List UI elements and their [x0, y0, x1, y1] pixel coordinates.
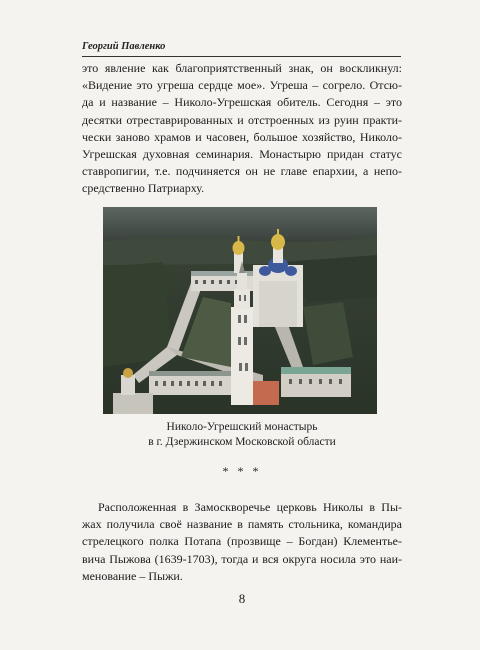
section-separator: * * * — [222, 464, 262, 478]
monastery-photo — [103, 207, 377, 414]
paragraph-2-line: Расположенная в Замоскворечье церковь Николы в Пы- — [98, 500, 402, 514]
page-number: 8 — [238, 591, 246, 606]
paragraph-1-line: это явление как благоприятственный знак, он воскликнул: — [82, 61, 402, 75]
paragraph-2-line: вича Пыжова (1639-1703), тогда и вся округа носила это наи- — [82, 551, 402, 566]
paragraph-2 — [82, 499, 402, 585]
running-header-author: Георгий Павленко — [82, 41, 166, 52]
paragraph-1-line: чески заново храмов и часовен, большое хозяйство, Николо- — [82, 129, 402, 144]
paragraph-1-line: десятки отреставрированных и отстроенных из руин практи- — [82, 112, 402, 127]
paragraph-2-line: жах получила своё название в память стольника, командира — [82, 517, 402, 532]
caption-line-2: в г. Дзержинском Московской области — [148, 436, 336, 448]
paragraph-1-line: средственно Патриарху. — [82, 181, 205, 196]
paragraph-1-line: Угрешская духовная семинария. Монастырю придан статус — [82, 147, 402, 162]
paragraph-1-line: «Видение это угреша сердце мое». Угреша – согрело. Отсю- — [82, 78, 402, 93]
paragraph-1-line: да и название – Николо-Угрешская обитель. Сегодня – это — [82, 95, 402, 110]
paragraph-1-line: ставропигии, т.е. подчиняется он не главе епархии, а непо- — [82, 164, 402, 179]
caption-line-1: Николо-Угрешский монастырь — [166, 421, 318, 433]
header-rule — [82, 56, 401, 57]
paragraph-1 — [82, 60, 402, 198]
paragraph-2-line: стрелецкого полка Потапа (прозвище – Богдан) Клементье- — [82, 534, 402, 549]
photo-caption — [82, 420, 402, 450]
paragraph-2-line: менование – Пыжи. — [82, 568, 183, 583]
